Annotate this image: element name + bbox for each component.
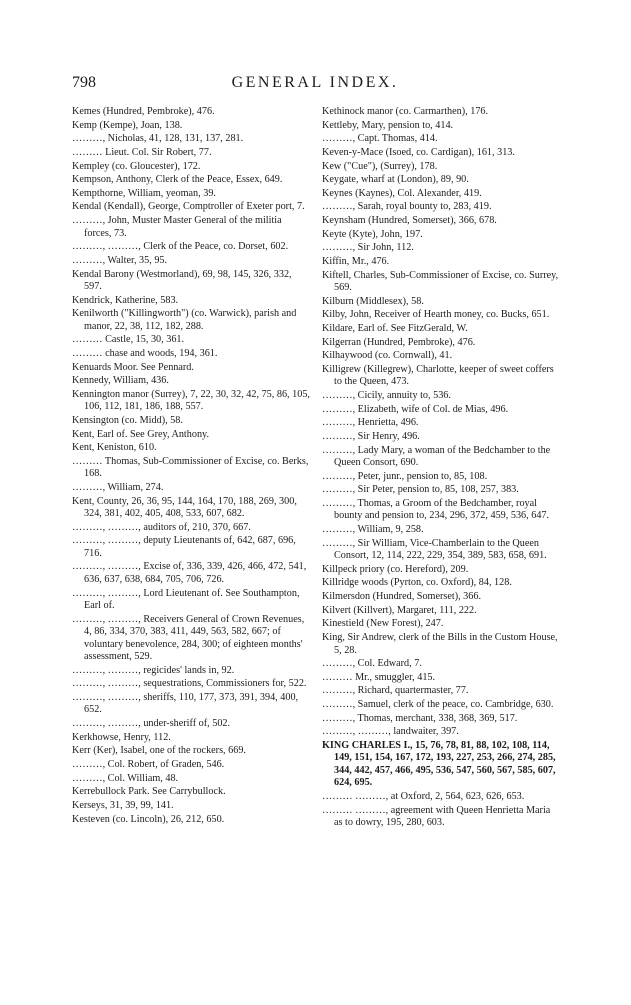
index-entry: Kempson, Anthony, Clerk of the Peace, Essex, 649. [72, 174, 283, 186]
index-entry: Kent, County, 26, 36, 95, 144, 164, 170, 188, 269, 300, 324, 381, 402, 405, 408, 533, 607, 682. [72, 495, 297, 520]
index-entry: King, Sir Andrew, clerk of the Bills in the Custom House, 5, 28. [322, 632, 558, 656]
index-column-right [322, 106, 560, 831]
index-entry: Kesteven (co. Lincoln), 26, 212, 650. [72, 813, 225, 825]
index-entry: ………, Elizabeth, wife of Col. de Mias, 496. [322, 403, 509, 415]
index-entry: Keyte (Kyte), John, 197. [322, 228, 423, 240]
index-entry: Kethinock manor (co. Carmarthen), 176. [322, 106, 489, 117]
index-entry: Kildare, Earl of. See FitzGerald, W. [322, 323, 468, 335]
index-entry: ………, ………, under-sheriff of, 502. [72, 718, 231, 730]
index-entry: ………, Samuel, clerk of the peace, co. Cambridge, 630. [322, 699, 554, 711]
index-entry: ………, ………, regicides' lands in, 92. [72, 664, 235, 676]
index-entry: ………, Col. William, 48. [72, 772, 179, 784]
index-entry: Kiftell, Charles, Sub-Commissioner of Excise, co. Surrey, 569. [322, 269, 559, 294]
index-entry: ………, Richard, quartermaster, 77. [322, 685, 469, 697]
index-entry: Kerrebullock Park. See Carrybullock. [72, 786, 226, 798]
index-entry: Kiffin, Mr., 476. [322, 256, 390, 268]
page-number: 798 [72, 74, 96, 91]
index-column-left [72, 106, 310, 827]
index-entry: ………, Sir Henry, 496. [322, 431, 420, 442]
index-entry: ……… ………, agreement with Queen Henrietta Maria as to dowry, 195, 280, 603. [322, 804, 551, 829]
index-entry: Kenuards Moor. See Pennard. [72, 361, 194, 373]
index-entry: ……… Mr., smuggler, 415. [322, 671, 436, 683]
index-entry: Kempthorne, William, yeoman, 39. [72, 187, 216, 199]
index-entry: ………, Walter, 35, 95. [72, 254, 168, 266]
index-entry: ………, ………, Excise of, 336, 339, 426, 466, 472, 541, 636, 637, 638, 684, 705, 706, 726. [72, 561, 307, 585]
index-entry: Keynes (Kaynes), Col. Alexander, 419. [322, 187, 482, 199]
page-header [60, 58, 570, 98]
index-entry: ………, William, 274. [72, 482, 164, 493]
index-entry: Kendal Barony (Westmorland), 69, 98, 145, 326, 332, 597. [72, 268, 292, 292]
index-entry: Kerr (Ker), Isabel, one of the rockers, 669. [72, 745, 246, 757]
index-entry: ………, Thomas, a Groom of the Bedchamber, royal bounty and pension to, 234, 296, 372, 459, 536, 647. [322, 498, 550, 522]
index-entry: Kemp (Kempe), Joan, 138. [72, 119, 183, 131]
index-entry: ………, Col. Edward, 7. [322, 658, 422, 670]
index-entry: ……… Lieut. Col. Sir Robert, 77. [72, 146, 212, 158]
index-entry: ………, Cicily, annuity to, 536. [322, 390, 451, 402]
index-entry: ………, Capt. Thomas, 414. [322, 133, 438, 145]
index-entry: Kerkhowse, Henry, 112. [72, 731, 171, 743]
index-entry: ………, Thomas, merchant, 338, 368, 369, 517. [322, 712, 518, 724]
index-entry: Kilby, John, Receiver of Hearth money, co. Bucks, 651. [322, 309, 550, 321]
index-entry: Kenilworth ("Killingworth") (co. Warwick), parish and manor, 22, 38, 112, 182, 288. [72, 308, 297, 332]
index-entry: ………, ………, Clerk of the Peace, co. Dorset, 602. [72, 241, 289, 253]
index-entry: ………, Nicholas, 41, 128, 131, 137, 281. [72, 133, 244, 145]
index-entry: Kerseys, 31, 39, 99, 141. [72, 799, 174, 811]
index-entry: Keynsham (Hundred, Somerset), 366, 678. [322, 215, 497, 227]
index-entry: Kettleby, Mary, pension to, 414. [322, 119, 454, 131]
index-entry: Kent, Earl of. See Grey, Anthony. [72, 428, 210, 440]
index-entry: Kempley (co. Gloucester), 172. [72, 160, 201, 172]
index-entry: Kilvert (Killvert), Margaret, 111, 222. [322, 604, 477, 616]
index-entry: ………, Col. Robert, of Graden, 546. [72, 758, 225, 770]
index-entry: Kilhaywood (co. Cornwall), 41. [322, 350, 453, 362]
index-entry: ………, ………, Receivers General of Crown Revenues, 4, 86, 334, 370, 383, 411, 449, 563, 582, 667; of voluntary benevolence, 284, 300; of eighteen months' assessment, 529. [72, 613, 305, 663]
index-entry: Killridge woods (Pyrton, co. Oxford), 84, 128. [322, 577, 512, 589]
index-entry: Kemes (Hundred, Pembroke), 476. [72, 106, 215, 117]
index-entry: Kennington manor (Surrey), 7, 22, 30, 32, 42, 75, 86, 105, 106, 112, 181, 186, 188, 557. [72, 388, 310, 413]
index-entry: ………, Sir William, Vice-Chamberlain to the Queen Consort, 12, 114, 222, 229, 354, 389, 583, 658, 691. [322, 537, 547, 562]
index-entry: KING CHARLES I., 15, 76, 78, 81, 88, 102, 108, 114, 149, 151, 154, 167, 172, 193, 227, 253, 266, 274, 285, 344, 442, 457, 466, 495, 536, 547, 560, 567, 585, 607, 624, 695. [322, 739, 556, 789]
index-entry: ………, William, 9, 258. [322, 524, 424, 536]
index-entry: ………, Sir John, 112. [322, 242, 414, 254]
index-entry: Kendrick, Katherine, 583. [72, 294, 179, 306]
index-entry: Kensington (co. Midd), 58. [72, 414, 183, 426]
index-entry: Keygate, wharf at (London), 89, 90. [322, 174, 469, 186]
index-entry: ………, ………, deputy Lieutenants of, 642, 687, 696, 716. [72, 535, 296, 559]
index-entry: ………, John, Muster Master General of the militia forces, 73. [72, 215, 282, 239]
index-entry: Kew ("Cue"), (Surrey), 178. [322, 160, 438, 172]
index-entry: Keven-y-Mace (Isoed, co. Cardigan), 161, 313. [322, 146, 515, 158]
index-entry: ……… ………, at Oxford, 2, 564, 623, 626, 653. [322, 790, 525, 802]
index-entry: Kendal (Kendall), George, Comptroller of Exeter port, 7. [72, 201, 305, 213]
index-entry: Kennedy, William, 436. [72, 375, 169, 387]
index-entry: ………, ………, sheriffs, 110, 177, 373, 391, 394, 400, 652. [72, 691, 299, 716]
index-entry: ………, Sir Peter, pension to, 85, 108, 257, 383. [322, 484, 519, 496]
index-entry: ………, ………, Lord Lieutenant of. See Southampton, Earl of. [72, 587, 300, 612]
index-entry: ………, Peter, junr., pension to, 85, 108. [322, 470, 488, 482]
index-entry: ………, ………, sequestrations, Commissioners for, 522. [72, 678, 307, 690]
index-entry: Killigrew (Killegrew), Charlotte, keeper of sweet coffers to the Queen, 473. [322, 363, 554, 388]
index-entry: ………, ………, auditors of, 210, 370, 667. [72, 521, 251, 533]
index-entry: Killpeck priory (co. Hereford), 209. [322, 563, 469, 575]
index-entry: ……… Castle, 15, 30, 361. [72, 334, 185, 346]
index-entry: ………, Lady Mary, a woman of the Bedchamber to the Queen Consort, 690. [322, 444, 551, 469]
index-entry: Kent, Keniston, 610. [72, 442, 157, 454]
index-entry: ………, Henrietta, 496. [322, 417, 419, 429]
index-entry: ………, Sarah, royal bounty to, 283, 419. [322, 201, 492, 213]
index-entry: Kilmersdon (Hundred, Somerset), 366. [322, 591, 482, 603]
index-entry: Kilburn (Middlesex), 58. [322, 295, 424, 307]
index-entry: ………, ………, landwaiter, 397. [322, 726, 459, 738]
index-entry: Kilgerran (Hundred, Pembroke), 476. [322, 336, 476, 348]
page-title: GENERAL INDEX. [231, 74, 399, 91]
index-entry: ……… chase and woods, 194, 361. [72, 347, 218, 359]
index-entry: ……… Thomas, Sub-Commissioner of Excise, co. Berks, 168. [72, 455, 309, 480]
index-entry: Kinestield (New Forest), 247. [322, 618, 444, 630]
